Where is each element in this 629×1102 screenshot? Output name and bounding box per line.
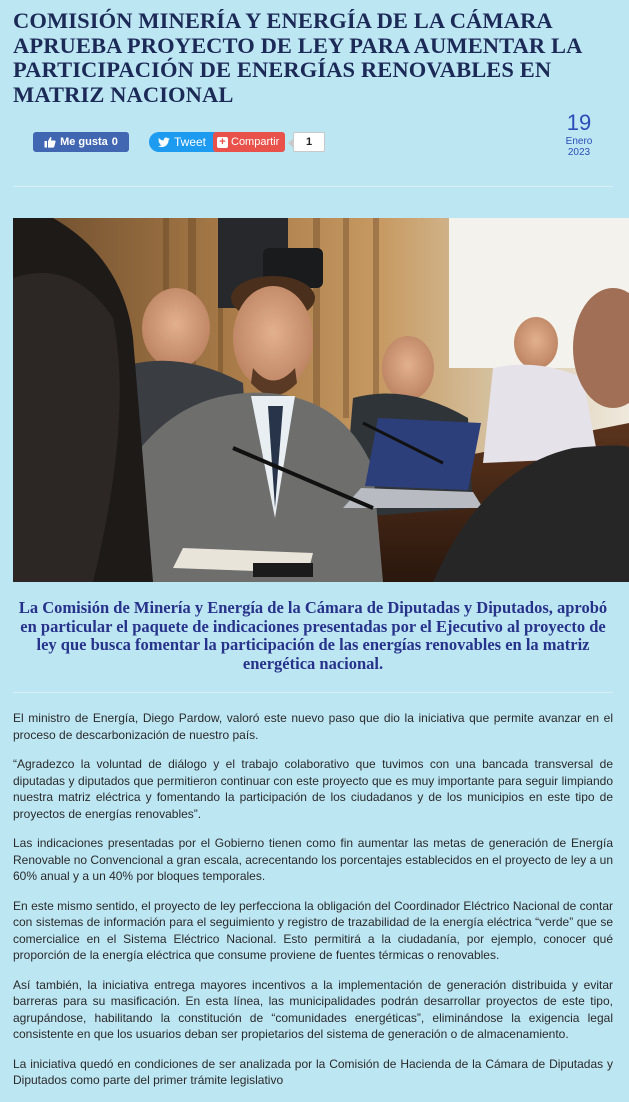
article-body	[13, 710, 613, 1102]
share-button[interactable]	[213, 132, 285, 152]
article-paragraph: Las indicaciones presentadas por el Gobierno tienen como fin aumentar las metas de generación de Energía Renovable no Convencional a gran escala, acrecentando los porcentajes establecidos en el proyecto de ley a un 60% anual y a un 40% por bloques temporales.	[13, 836, 613, 883]
share-label: Compartir	[231, 136, 280, 148]
article-lead: La Comisión de Minería y Energía de la Cámara de Diputadas y Diputados, aprobó en particular el paquete de indicaciones presentadas por el Ejecutivo al proyecto de ley que busca fomentar la participación de las energías renovables en la matriz energética nacional.	[18, 598, 608, 673]
article-paragraph: En este mismo sentido, el proyecto de ley perfecciona la obligación del Coordinador Eléctrico Nacional de contar con sistemas de información para el seguimiento y registro de trazabilidad de la energía eléctrica “verde” que se comercialice en el Sistema Eléctrico Nacional. Esto permitirá a la ciudadanía, por ejemplo, conocer qué proporción de la energía eléctrica que consume proviene de fuentes térmicas o renovables.	[13, 898, 613, 962]
share-count-badge: 1	[293, 132, 325, 152]
article-paragraph: El ministro de Energía, Diego Pardow, valoró este nuevo paso que dio la iniciativa que permite avanzar en el proceso de descarbonización de nuestro país.	[13, 711, 613, 742]
plus-icon: +	[217, 137, 228, 148]
article-paragraph: “Agradezco la voluntad de diálogo y el trabajo colaborativo que tuvimos con una bancada transversal de diputadas y diputados que permitieron continuar con este proyecto que es muy importante para seguir limpiando nuestra matriz eléctrica y fomentando la participación de los ciudadanos y de los municipios en este tipo de proyectos de energías renovables”.	[13, 757, 613, 821]
publish-date	[553, 110, 605, 158]
divider	[13, 186, 613, 187]
like-label: Me gusta	[60, 136, 108, 148]
article-photo	[13, 218, 629, 582]
divider	[13, 692, 613, 693]
article-paragraph: Así también, la iniciativa entrega mayores incentivos a la implementación de generación distribuida y evitar barreras para su masificación. En esta línea, las municipalidades podrán desarrollar proyectos de este tipo, agrupándose, habilitando la constitución de “comunidades energéticas”, eliminándose la exigencia legal consistente en que los usuarios deban ser propietarios del sistema de generación o de almacenamiento.	[13, 977, 613, 1041]
tweet-button[interactable]	[149, 132, 215, 152]
thumbs-up-icon	[44, 136, 56, 148]
date-day: 19	[566, 110, 592, 135]
article-paragraph: La iniciativa quedó en condiciones de ser analizada por la Comisión de Hacienda de la Cámara de Diputadas y Diputados como parte del primer trámite legislativo	[13, 1056, 613, 1087]
tweet-label: Tweet	[173, 135, 206, 149]
article-title: COMISIÓN MINERÍA Y ENERGÍA DE LA CÁMARA APRUEBA PROYECTO DE LEY PARA AUMENTAR LA PARTICIPACIÓN DE ENERGÍAS RENOVABLES EN MATRIZ NACIONAL	[13, 8, 582, 107]
facebook-like-button[interactable]	[33, 132, 129, 152]
twitter-bird-icon	[158, 137, 170, 148]
date-year: 2023	[567, 147, 591, 158]
like-count: 0	[111, 136, 118, 148]
date-month: Enero	[565, 136, 593, 147]
